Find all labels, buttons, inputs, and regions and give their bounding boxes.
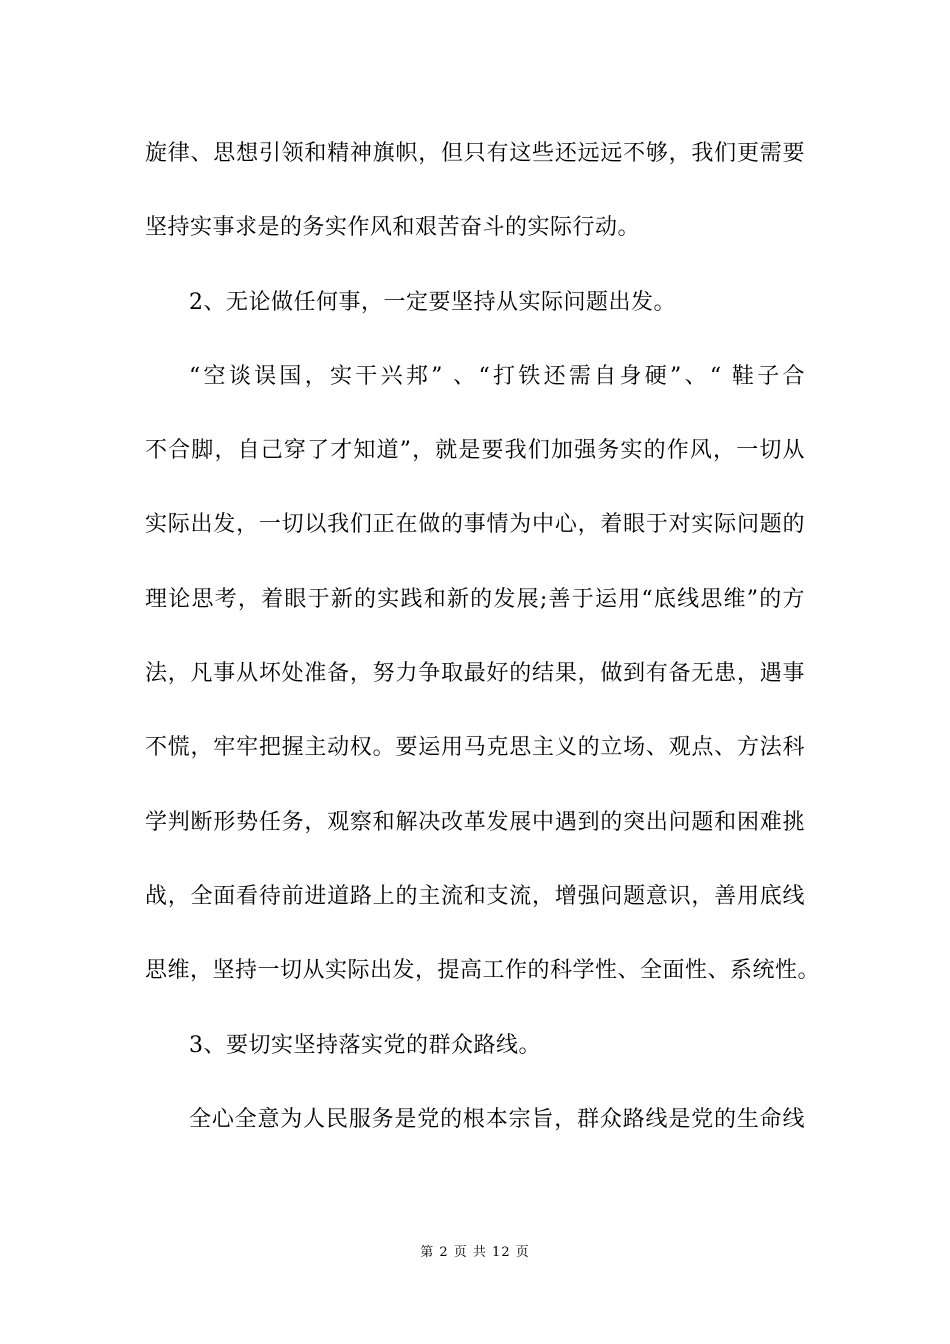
text-line: 不慌，牢牢把握主动权。要运用马克思主义的立场、观点、方法科 (145, 735, 805, 761)
section-heading: 3、要切实坚持落实党的群众路线。 (189, 1032, 541, 1058)
text-line: 坚持实事求是的务实作风和艰苦奋斗的实际行动。 (145, 215, 641, 241)
text-line: 实际出发，一切以我们正在做的事情为中心，着眼于对实际问题的 (145, 512, 805, 538)
section-heading: 2、无论做任何事，一定要坚持从实际问题出发。 (189, 289, 676, 315)
page-footer (0, 1241, 950, 1260)
body-text (145, 132, 821, 1172)
text-line: 理论思考，着眼于新的实践和新的发展;善于运用“底线思维”的方 (145, 586, 805, 612)
text-line: 学判断形势任务，观察和解决改革发展中遇到的突出问题和困难挑 (145, 809, 805, 835)
text-line: 思维，坚持一切从实际出发，提高工作的科学性、全面性、系统性。 (145, 958, 821, 984)
page-number-label: 第 2 页 共 12 页 (420, 1245, 530, 1260)
text-line: 不合脚，自己穿了才知道”，就是要我们加强务实的作风，一切从 (145, 438, 805, 464)
text-line: 旋律、思想引领和精神旗帜，但只有这些还远远不够，我们更需要 (145, 141, 805, 166)
text-line: 全心全意为人民服务是党的根本宗旨，群众路线是党的生命线 (189, 1106, 805, 1132)
text-line: “空谈误国，实干兴邦” 、“打铁还需自身硬”、“ 鞋子合 (189, 363, 805, 389)
text-line: 战，全面看待前进道路上的主流和支流，增强问题意识，善用底线 (145, 883, 805, 909)
text-line: 法，凡事从坏处准备，努力争取最好的结果，做到有备无患，遇事 (145, 661, 805, 687)
